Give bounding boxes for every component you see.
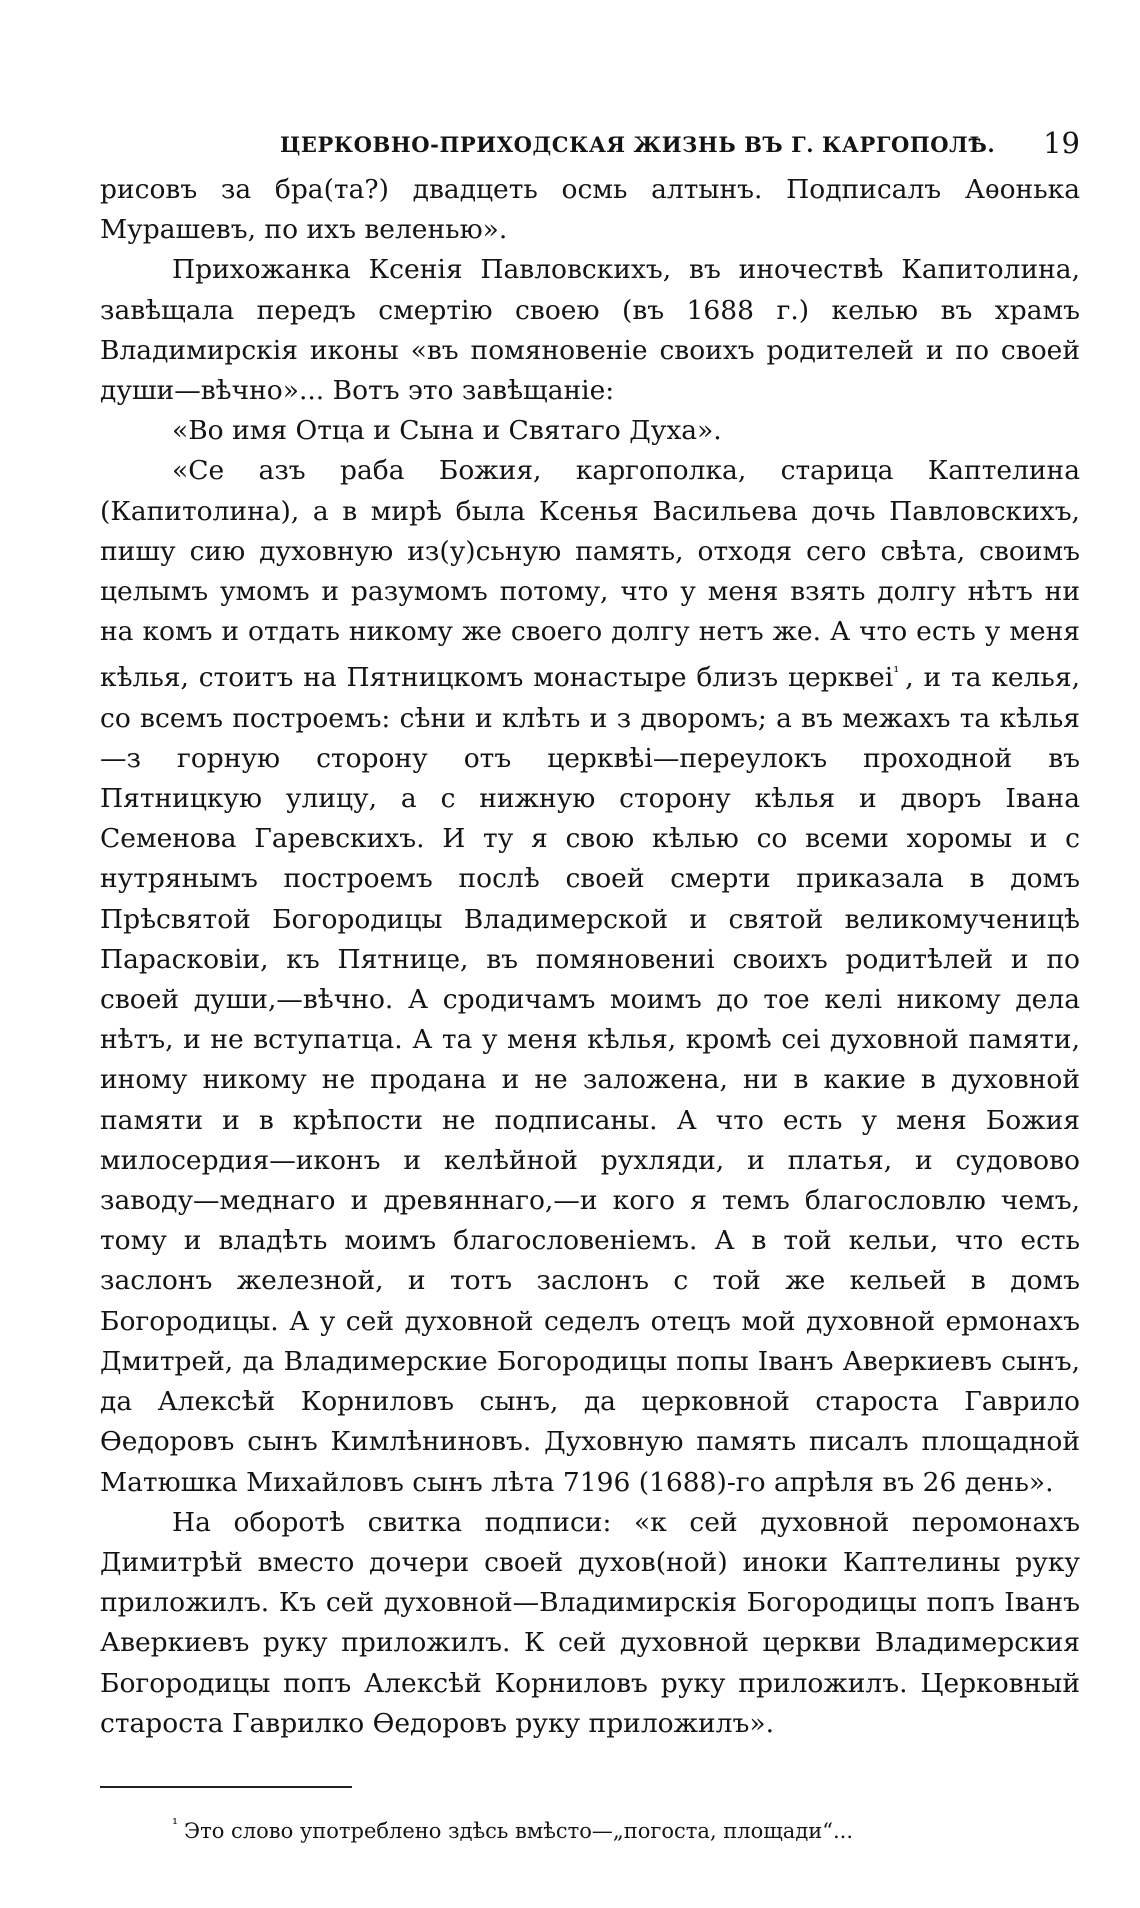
paragraph-testament [100, 451, 1080, 1502]
testament-text-part-2: , и та келья, со всемъ построемъ: сѣни и клѣть и з дворомъ; а въ межахъ та кѣлья—з горную сторону отъ церквѣі—переулокъ проходной въ Пятницкую улицу, а с нижную сторону кѣлья и дворъ Івана Семенова Гаревскихъ. И ту я свою кѣлью со всеми хоромы и с нутрянымъ построемъ послѣ своей смерти приказала в домъ Прѣсвятой Богородицы Владимерской и святой великомученицѣ Парасковіи, къ Пятнице, въ помяновениі своихъ родитѣлей и по своей души,—вѣчно. А сродичамъ моимъ до тое келі никому дела нѣтъ, и не вступатца. А та у меня кѣлья, кромѣ сеі духовной памяти, иному никому не продана и не заложена, ни в какие в духовной памяти и в крѣпости не подписаны. А что есть у меня Божия милосердия—иконъ и келѣйной рухляди, и платья, и судовово заводу—меднаго и древяннаго,—и кого я темъ благословлю чемъ, тому и владѣть моимъ благословеніемъ. А в той кельи, что есть заслонъ железной, и тотъ заслонъ с той же кельей в домъ Богородицы. А у сей духовной седелъ отецъ мой духовной ермонахъ Дмитрей, да Владимерские Богородицы попы Іванъ Аверкиевъ сынъ, да Алексѣй Корниловъ сынъ, да церковной староста Гаврило Ѳедоровъ сынъ Кимлѣниновъ. Духовную память писалъ площадной Матюшка Михайловъ сынъ лѣта 7196 (1688)-го апрѣля въ 26 день». [100, 662, 1081, 1498]
paragraph-bequest-intro: Прихожанка Ксенія Павловскихъ, въ иночествѣ Капитолина, завѣщала передъ смертію своею (въ 1688 г.) келью въ храмъ Владимирскія иконы «въ помяновеніе своихъ родителей и по своей души—вѣчно»... Вотъ это завѣщаніе: [100, 254, 1080, 407]
paragraph-continuation: рисовъ за бра(та?) двадцеть осмь алтынъ. Подписалъ Аѳонька Мурашевъ, по ихъ веленью». [100, 174, 1080, 246]
footnote-reference: ¹ [893, 663, 900, 682]
running-title: ЦЕРКОВНО-ПРИХОДСКАЯ ЖИЗНЬ ВЪ Г. КАРГОПОЛѢ. [280, 132, 996, 157]
paragraph-signatures: На оборотѣ свитка подписи: «к сей духовной перомонахъ Димитрѣй вместо дочери своей духов(ной) иноки Каптелины руку приложилъ. Къ сей духовной—Владимирскія Богородицы попъ Іванъ Аверкиевъ руку приложилъ. К сей духовной церкви Владимерския Богородицы попъ Алексѣй Корниловъ руку приложилъ. Церковный староста Гаврилко Ѳедоровъ руку приложилъ». [100, 1506, 1080, 1739]
body-text [100, 170, 1080, 1744]
paragraph-invocation: «Во имя Отца и Сына и Святаго Духа». [172, 415, 722, 447]
footnote-marker: ¹ [172, 1814, 179, 1833]
running-head [100, 120, 1080, 164]
testament-text-part-1: «Се азъ раба Божия, каргополка, старица Каптелина (Капитолина), а в мирѣ была Ксенья Васильева дочь Павловскихъ, пишу сию духовную из(у)сьную память, отходя сего свѣта, своимъ целымъ умомъ и разумомъ потому, что у меня взять долгу нѣтъ ни на комъ и отдать никому же своего долгу нетъ же. А что есть у меня кѣлья, стоитъ на Пятницкомъ монастыре близъ церквеі [100, 455, 1080, 694]
footnote-divider [100, 1786, 352, 1788]
footnote [172, 1810, 1080, 1845]
document-page [100, 120, 1080, 1845]
page-number: 19 [1043, 126, 1080, 160]
footnote-text: Это слово употреблено здѣсь вмѣсто—„погоста, площади“... [184, 1818, 854, 1843]
